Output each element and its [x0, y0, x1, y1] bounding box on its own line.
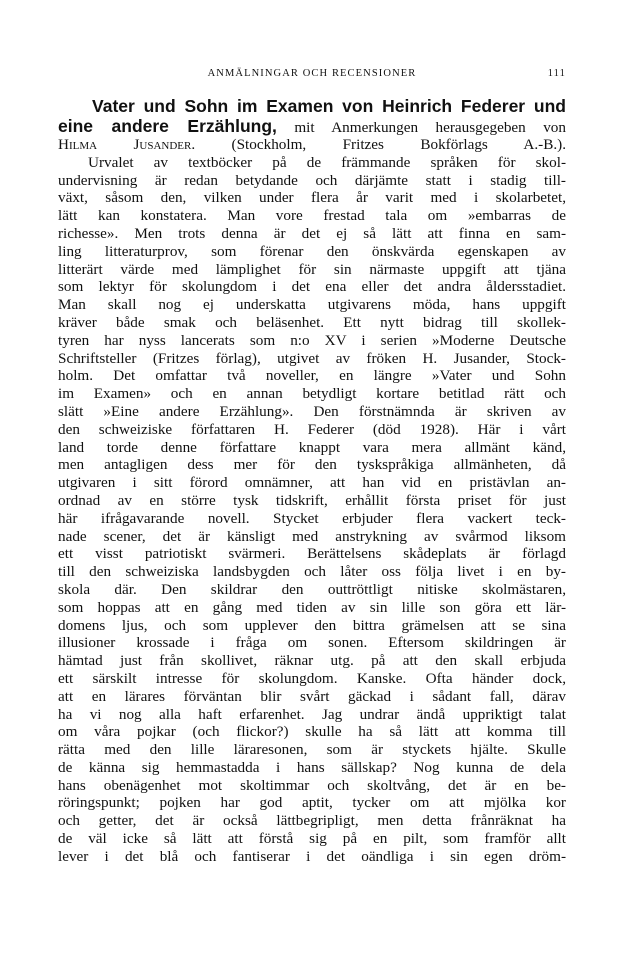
- body-line: slätt »Eine andere Erzählung». Den förstnämnda är skriven av: [58, 402, 566, 420]
- body-line: och getter, det är också lättbegripligt, men detta frånräknat ha: [58, 812, 566, 830]
- body-line: Man skall nog ej underskatta utgivarens möda, hans uppgift: [58, 296, 566, 314]
- body-line: ling litteraturprov, som förenar den önskvärda egenskapen av: [58, 242, 566, 260]
- body-line: den schweiziske författaren H. Federer (död 1928). Här i vårt: [58, 420, 566, 438]
- body-line: här ifrågavarande novell. Stycket erbjuder flera vackert teck-: [58, 509, 566, 527]
- review-body: [58, 154, 566, 866]
- body-line: richesse». Men trots denna är det ej så lätt att finna en sam-: [58, 224, 566, 242]
- body-line: hans obenägenhet mot skoltimmar och skoltvång, det är en be-: [58, 776, 566, 794]
- body-line: im Examen» och en annan betydligt kortare betitlad rätt och: [58, 385, 566, 403]
- body-line: som hoppas att en gång med tiden av sin lille son göra ett lär-: [58, 598, 566, 616]
- body-line: ordnad av en större tysk tidskrift, erhållit första priset för just: [58, 491, 566, 509]
- body-line: att en lärares förväntan blir svårt gäckad i sådant fall, därav: [58, 687, 566, 705]
- body-line: domens ljus, och som upplever den bittra grämelsen att se sina: [58, 616, 566, 634]
- review-title-line-2: [58, 116, 566, 136]
- body-line: ha vi nog alla haft erfarenhet. Jag undrar ändå uppriktigt talat: [58, 705, 566, 723]
- review-title-line-1: [58, 96, 566, 116]
- body-line: undervisning är redan betydande och därjämte statt i stadig till-: [58, 171, 566, 189]
- body-line: litterärt värde med lämplighet för sin närmaste uppgift att tjäna: [58, 260, 566, 278]
- body-line: hämtad just från skollivet, räknar utg. på att den skall erbjuda: [58, 652, 566, 670]
- body-line: lever i det blå och fantiserar i det oändliga i sin egen dröm-: [58, 847, 566, 865]
- body-line: holm. Det omfattar två noveller, en längre »Vater und Sohn: [58, 367, 566, 385]
- body-line: de väl icke så lätt att förstå sig på en pilt, som framför allt: [58, 830, 566, 848]
- publisher-info: . (Stockholm, Fritzes Bokförlags A.-B.).: [191, 136, 566, 153]
- body-line: illusioner krossade i fråga om sonen. Eftersom skildringen är: [58, 634, 566, 652]
- body-line: de känna sig hemmastadda i hans sällskap? Nog kunna de dela: [58, 758, 566, 776]
- body-line: lätt kan konstatera. Man vore frestad tala om »embarras de: [58, 207, 566, 225]
- body-line: som lektyr för skolungdom i det ena eller det andra åldersstadiet.: [58, 278, 566, 296]
- review-editor-line: [58, 136, 566, 154]
- body-line: land torde denne författare knappt vara mera allmänt känd,: [58, 438, 566, 456]
- body-line: rätta med den lille läraresonen, som är styckets hjälte. Skulle: [58, 741, 566, 759]
- page-number: 111: [547, 68, 566, 79]
- editor-name: Hilma Jusander: [58, 136, 192, 153]
- review-title-part-1: Vater und Sohn im Examen von Heinrich Federer und: [92, 96, 566, 116]
- body-line: till den schweiziska landsbygden och låter oss följa livet i en by-: [58, 563, 566, 581]
- body-line: växt, såsom den, vilken under flera år varit med i skolarbetet,: [58, 189, 566, 207]
- body-line: ett visst patriotiskt svärmeri. Berättelsens skådeplats är förlagd: [58, 545, 566, 563]
- body-line: skola där. Den skildrar den outtröttligt nitiske skolmästaren,: [58, 580, 566, 598]
- body-line: utgivaren i sitt förord omnämner, att han vid en pristävlan an-: [58, 474, 566, 492]
- body-line: Schriftsteller (Fritzes förlag), utgivet av fröken H. Jusander, Stock-: [58, 349, 566, 367]
- review-text: [58, 96, 566, 866]
- body-line: men antagligen dess mer för den tyskspråkiga allmänheten, då: [58, 456, 566, 474]
- body-line: om våra pojkar (och flickor?) skulle ha så lätt att komma till: [58, 723, 566, 741]
- body-line: Urvalet av textböcker på de främmande språken för skol-: [88, 153, 566, 171]
- review-title-rest: mit Anmerkungen herausgegeben von: [276, 119, 566, 136]
- body-line: ett särskilt intresse för skolungdom. Kanske. Ofta händer dock,: [58, 669, 566, 687]
- body-line: nade scener, det är känsligt med anstrykning av svårmod liksom: [58, 527, 566, 545]
- body-line: kräver både smak och beläsenhet. Ett nytt bidrag till skollek-: [58, 313, 566, 331]
- review-title-part-2: eine andere Erzählung,: [58, 116, 277, 136]
- body-line: röringspunkt; pojken har god aptit, tycker om att mjölka kor: [58, 794, 566, 812]
- running-head: [58, 68, 566, 82]
- running-title: ANMÄLNINGAR OCH RECENSIONER: [207, 68, 417, 79]
- body-line: tyren har nyss lancerats som n:o XV i serien »Moderne Deutsche: [58, 331, 566, 349]
